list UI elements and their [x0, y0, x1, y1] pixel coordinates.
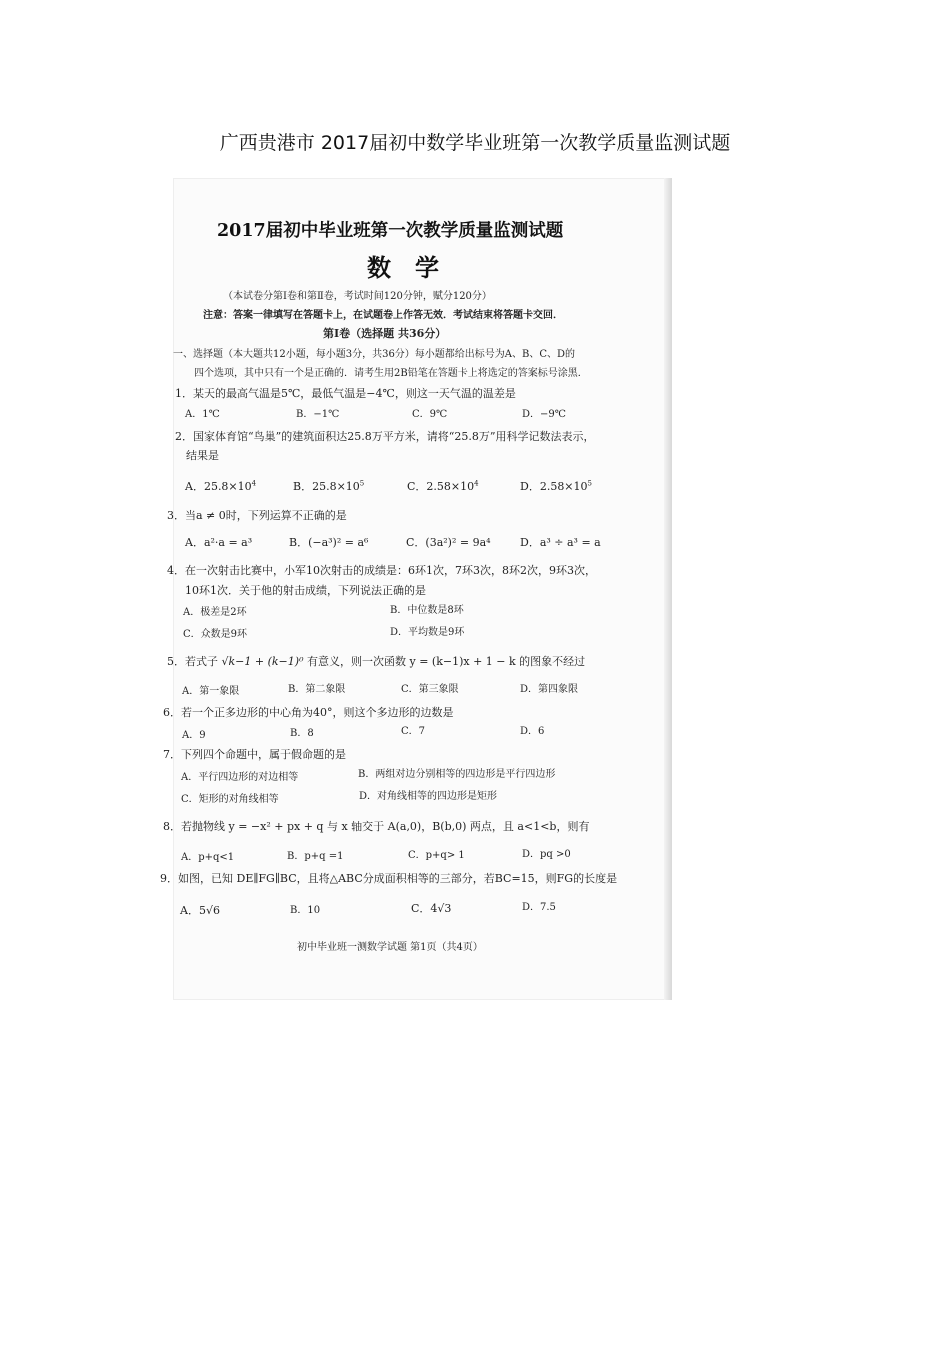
q5-option-c: C．第三象限	[401, 684, 459, 695]
section-instructions-line2: 四个选项，其中只有一个是正确的．请考生用2B铅笔在答题卡上将选定的答案标号涂黑．	[194, 368, 588, 379]
document-title: 广西贵港市 2017届初中数学毕业班第一次教学质量监测试题	[219, 132, 731, 154]
q2-stem: 2．国家体育馆“鸟巢”的建筑面积达25.8万平方米，请将“25.8万”用科学记数法表示，	[175, 430, 595, 443]
q3-option-d: D．a³ ÷ a³ = a	[520, 536, 601, 549]
q8-option-d: D．pq >0	[522, 849, 571, 860]
q4-option-a: A．极差是2环	[183, 607, 247, 618]
q3-option-a: A．a²·a = a³	[185, 536, 253, 549]
q2-option-c	[407, 480, 479, 493]
part-title: 第Ⅰ卷（选择题 共36分）	[323, 327, 447, 340]
subject-title: 数学	[367, 253, 463, 282]
q5-option-b: B．第二象限	[288, 684, 346, 695]
q2-option-b-text: B．25.8×10	[293, 480, 360, 493]
q5-stem-post: 有意义，则一次函数 y = (k−1)x + 1 − k 的图象不经过	[306, 655, 586, 668]
paper-title: 2017届初中毕业班第一次教学质量监测试题	[217, 221, 564, 241]
q9-option-a: A．5√6	[180, 904, 220, 917]
q2-option-d	[520, 480, 592, 493]
q2-stem-line2: 结果是	[186, 449, 219, 462]
q1-option-d: D．−9℃	[522, 409, 566, 420]
q2-option-d-exp: 5	[587, 479, 592, 488]
q2-option-d-text: D．2.58×10	[520, 480, 588, 493]
q4-option-d: D．平均数是9环	[390, 627, 465, 638]
q2-option-b-exp: 5	[359, 479, 365, 488]
q7-option-d: D．对角线相等的四边形是矩形	[359, 791, 498, 802]
q1-stem: 1．某天的最高气温是5℃，最低气温是−4℃，则这一天气温的温差是	[175, 387, 516, 400]
exam-notice: 注意：答案一律填写在答题卡上，在试题卷上作答无效．考试结束将答题卡交回．	[203, 310, 563, 321]
q6-option-a: A．9	[182, 730, 206, 741]
q2-option-c-text: C．2.58×10	[407, 480, 475, 493]
q6-option-b: B．8	[290, 728, 314, 739]
exam-info: （本试卷分第Ⅰ卷和第Ⅱ卷，考试时间120分钟，赋分120分）	[223, 291, 492, 302]
q4-stem: 4．在一次射击比赛中，小军10次射击的成绩是：6环1次，7环3次，8环2次，9环3次，	[167, 564, 596, 577]
q8-option-b: B．p+q =1	[287, 851, 344, 862]
q5-option-a: A．第一象限	[182, 686, 240, 697]
q7-option-c: C．矩形的对角线相等	[181, 794, 279, 805]
q6-stem: 6．若一个正多边形的中心角为40°，则这个多边形的边数是	[163, 706, 454, 719]
q5-stem-pre: 5．若式子	[167, 655, 218, 668]
q5-expression: √k−1 + (k−1)⁰	[221, 655, 304, 668]
scanned-exam-page	[160, 178, 672, 1000]
q3-option-b: B．(−a³)² = a⁶	[289, 536, 369, 549]
q2-option-a-text: A．25.8×10	[185, 480, 252, 493]
q8-option-c: C．p+q> 1	[408, 850, 465, 861]
scan-page-edge	[664, 178, 672, 1000]
q9-option-c: C．4√3	[411, 902, 452, 915]
q7-option-b: B．两组对边分别相等的四边形是平行四边形	[358, 769, 556, 780]
q9-option-d: D．7.5	[522, 902, 556, 913]
q6-option-c: C．7	[401, 726, 426, 737]
q9-stem: 9．如图，已知 DE∥FG∥BC，且将△ABC分成面积相等的三部分，若BC=15，则FG的长度是	[160, 872, 618, 885]
q2-option-b	[293, 480, 364, 493]
q5-stem	[167, 655, 585, 668]
q1-option-b: B．−1℃	[296, 409, 340, 420]
q2-option-a	[185, 480, 256, 493]
q4-option-c: C．众数是9环	[183, 629, 248, 640]
q9-option-b: B．10	[290, 905, 321, 916]
q4-stem-line2: 10环1次．关于他的射击成绩，下列说法正确的是	[185, 584, 426, 597]
q1-option-a: A．1℃	[185, 409, 220, 420]
q7-option-a: A．平行四边形的对边相等	[181, 772, 299, 783]
q8-stem: 8．若抛物线 y = −x² + px + q 与 x 轴交于 A(a,0)，B(b,0) 两点，且 a<1<b，则有	[163, 820, 590, 833]
q1-option-c: C．9℃	[412, 409, 448, 420]
q7-stem: 7．下列四个命题中，属于假命题的是	[163, 748, 346, 761]
page-footer: 初中毕业班一测数学试题 第1页（共4页）	[297, 942, 483, 953]
q3-option-c: C．(3a²)² = 9a⁴	[406, 536, 491, 549]
q5-option-d: D．第四象限	[520, 684, 579, 695]
section-instructions-line1: 一、选择题（本大题共12小题，每小题3分，共36分）每小题都给出标号为A、B、C、D的	[173, 349, 576, 360]
q6-option-d: D．6	[520, 726, 545, 737]
q2-option-a-exp: 4	[251, 479, 257, 488]
q8-option-a: A．p+q<1	[181, 852, 235, 863]
q4-option-b: B．中位数是8环	[390, 605, 464, 616]
q2-option-c-exp: 4	[474, 479, 479, 488]
q3-stem: 3．当a ≠ 0时，下列运算不正确的是	[167, 509, 347, 522]
